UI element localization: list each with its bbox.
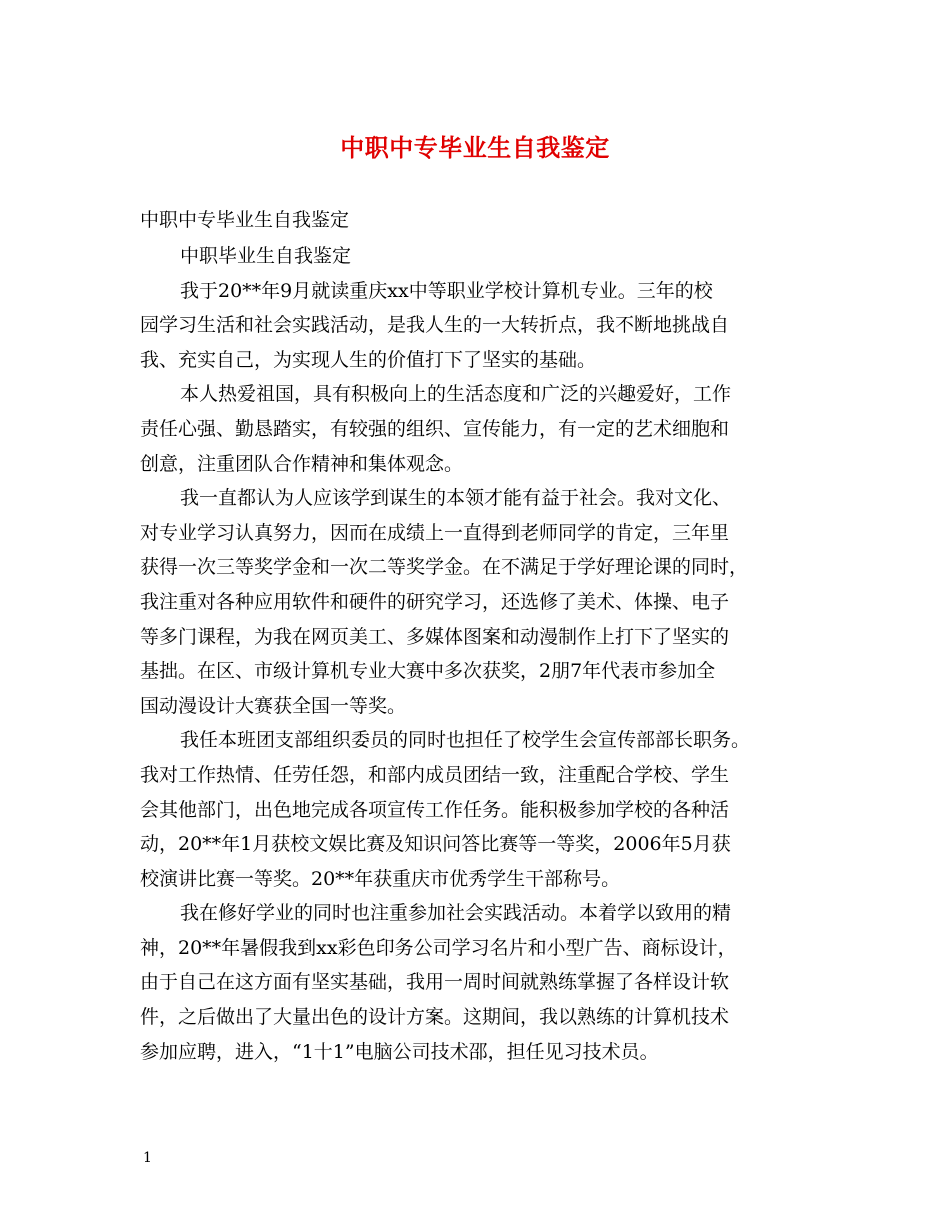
body-line: 我注重对各种应用软件和硬件的研究学习，还选修了美术、体操、电子 (140, 590, 730, 613)
body-line: 我一直都认为人应该学到谋生的本领才能有益于社会。我对文化、 (180, 487, 732, 510)
body-line: 我任本班团支部组织委员的同时也担任了校学生会宣传部部长职务。 (180, 729, 751, 752)
document-subject-line: 中职中专毕业生自我鉴定 (140, 209, 350, 231)
body-line: 我在修好学业的同时也注重参加社会实践活动。本着学以致用的精 (180, 902, 732, 925)
body-line: 神，20**年暑假我到xx彩色印务公司学习名片和小型广告、商标设计， (140, 936, 737, 959)
body-line: 中职毕业生自我鉴定 (180, 245, 352, 267)
body-line: 我、充实自己，为实现人生的价值打下了坚实的基础。 (140, 348, 597, 371)
body-line: 会其他部门，出色地完成各项宣传工作任务。能积极参加学校的各种活 (140, 798, 730, 821)
body-line: 本人热爱祖国，具有积极向上的生活态度和广泛的兴趣爱好，工作 (180, 383, 732, 406)
body-line: 责任心强、勤恳踏实，有较强的组织、宣传能力，有一定的艺术细胞和 (140, 417, 730, 440)
body-line: 由于自己在这方面有坚实基础，我用一周时间就熟练掌握了各样设计软 (140, 971, 730, 994)
body-line: 参加应聘，进入，“1十1”电脑公司技术邵，担任见习技术员。 (140, 1040, 659, 1063)
body-line: 动，20**年1月获校文娱比赛及知识问答比赛等一等奖，2006年5月获 (140, 833, 731, 856)
body-line: 我对工作热情、任劳任怨，和部内成员团结一致，注重配合学校、学生 (140, 763, 730, 786)
body-line: 获得一次三等奖学金和一次二等奖学金。在不满足于学好理论课的同时， (140, 556, 749, 579)
body-line: 我于20**年9月就读重庆xx中等职业学校计算机专业。三年的校 (180, 279, 713, 302)
body-line: 校演讲比赛一等奖。20**年获重庆市优秀学生干部称号。 (140, 867, 621, 890)
body-line: 对专业学习认真努力，因而在成绩上一直得到老师同学的肯定，三年里 (140, 521, 730, 544)
body-line: 件，之后做出了大量出色的设计方案。这期间，我以熟练的计算机技术 (140, 1006, 730, 1029)
page-number: 1 (143, 1150, 152, 1166)
document-title: 中职中专毕业生自我鉴定 (340, 133, 610, 162)
body-line: 创意，注重团队合作精神和集体观念。 (140, 452, 464, 475)
body-line: 园学习生活和社会实践活动，是我人生的一大转折点，我不断地挑战自 (140, 314, 730, 337)
document-body (140, 239, 830, 1069)
body-line: 等多门课程，为我在网页美工、多媒体图案和动漫制作上打下了坚实的 (140, 625, 730, 648)
body-line: 国动漫设计大赛获全国一等奖。 (140, 694, 407, 717)
body-line: 基拙。在区、市级计算机专业大赛中多次获奖，2朋7年代表市参加全 (140, 660, 716, 683)
